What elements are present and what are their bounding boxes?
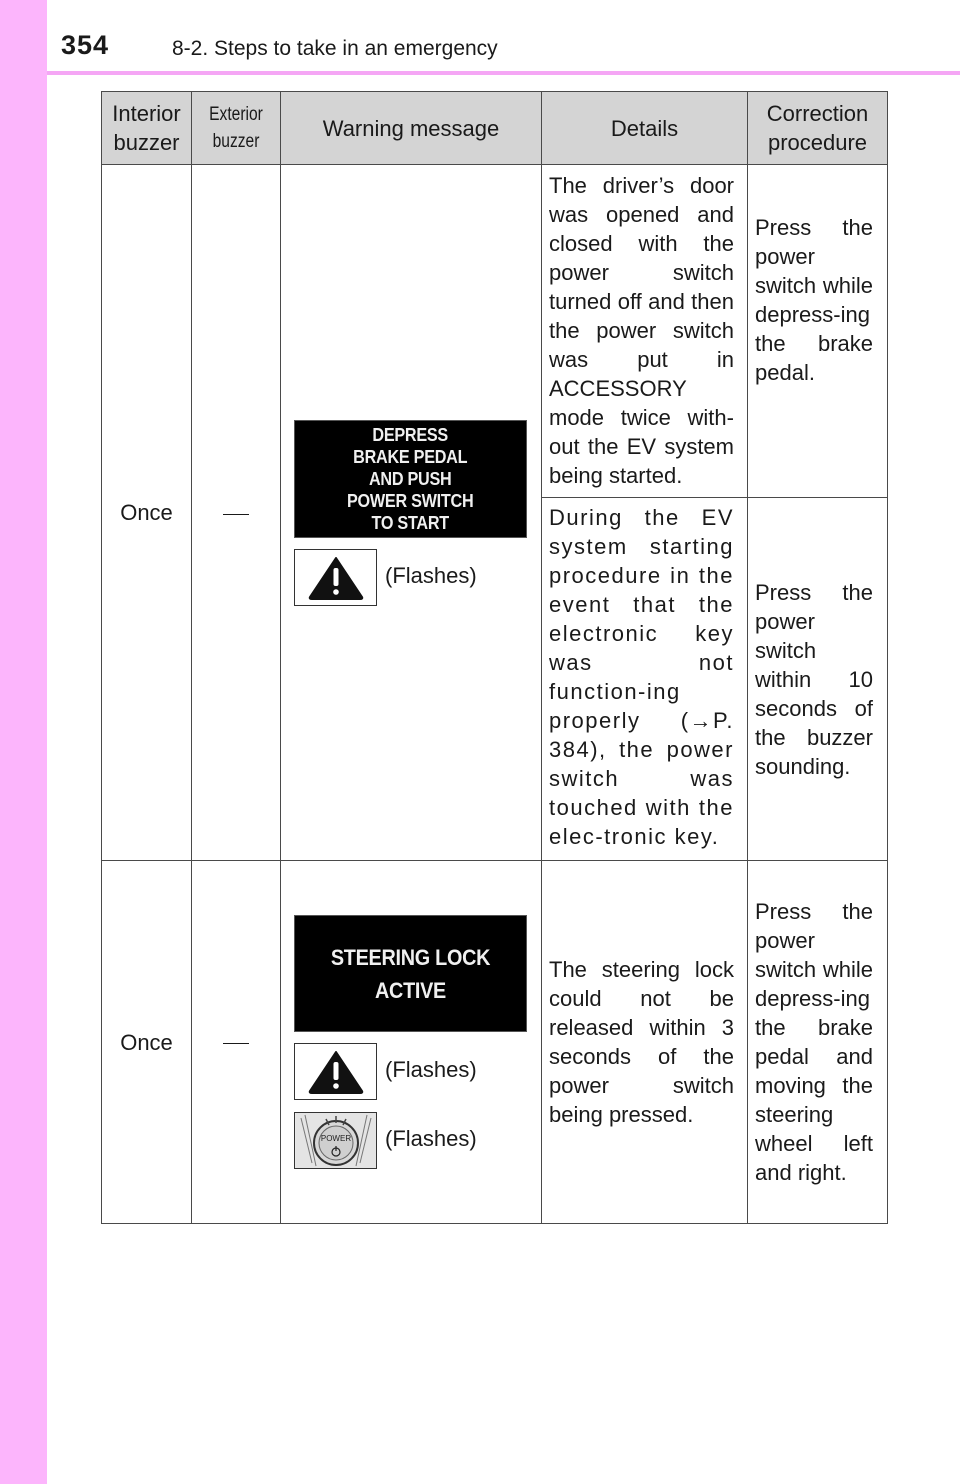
col-exterior-buzzer: Exterior buzzer [192, 92, 281, 165]
none-dash [223, 514, 249, 515]
interior-buzzer-cell: Once [102, 861, 192, 1224]
section-title: 8-2. Steps to take in an emergency [172, 37, 498, 60]
exclamation-triangle-icon [307, 1049, 365, 1095]
col-interior-buzzer: Interior buzzer [102, 92, 192, 165]
svg-text:POWER: POWER [320, 1134, 351, 1143]
header-rule [47, 71, 960, 75]
col-warning-message: Warning message [281, 92, 542, 165]
flashes-label: (Flashes) [385, 563, 477, 588]
warning-icon-box [294, 549, 377, 606]
display-steering-lock: STEERING LOCK ACTIVE [294, 915, 527, 1032]
power-switch-icon [296, 1113, 376, 1168]
exclamation-triangle-icon [307, 555, 365, 601]
side-tab-strip [0, 0, 47, 1484]
table-row [102, 861, 888, 1224]
correction-cell: Press the power switch within 10 seconds of the buzzer sounding. [748, 498, 888, 861]
none-dash [223, 1043, 249, 1044]
warning-icon-box [294, 1043, 377, 1100]
page-number: 354 [61, 30, 110, 60]
col-details: Details [542, 92, 748, 165]
table-header-row [102, 92, 888, 165]
correction-cell: Press the power switch while depress-ing the brake pedal. [748, 165, 888, 498]
table-row [102, 165, 888, 498]
exterior-buzzer-cell [192, 861, 281, 1224]
warning-table [101, 91, 888, 1224]
col-correction-procedure: Correction procedure [748, 92, 888, 165]
power-switch-icon-box [294, 1112, 377, 1169]
display-depress-brake: DEPRESS BRAKE PEDAL AND PUSH POWER SWITCH TO START [294, 420, 527, 538]
exterior-buzzer-cell [192, 165, 281, 861]
flashes-label: (Flashes) [385, 1057, 477, 1082]
details-cell: During the EV system starting procedure in the event that the electronic key was not function-ing properly (→P. 384), the power switch was touched with the elec-tronic key. [542, 498, 748, 861]
interior-buzzer-cell: Once [102, 165, 192, 861]
warning-message-cell [281, 165, 542, 861]
details-cell: The steering lock could not be released within 3 seconds of the power switch being pressed. [542, 861, 748, 1224]
flashes-label: (Flashes) [385, 1126, 477, 1151]
details-cell: The driver’s door was opened and closed with the power switch turned off and then the power switch was put in ACCESSORY mode twice with-out the EV system being started. [542, 165, 748, 498]
correction-cell: Press the power switch while depress-ing the brake pedal and moving the steering wheel left and right. [748, 861, 888, 1224]
warning-message-cell [281, 861, 542, 1224]
